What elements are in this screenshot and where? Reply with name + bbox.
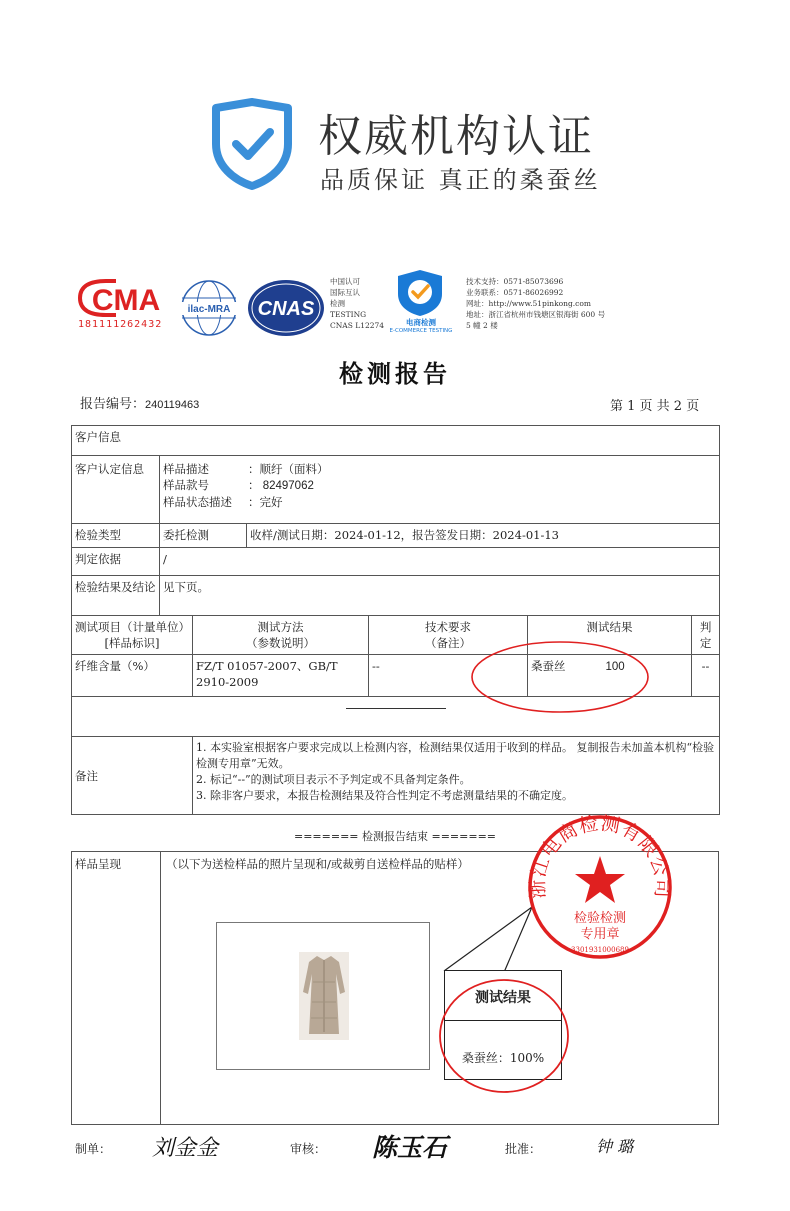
callout-value: 桑蚕丝：100% [461,1051,545,1065]
dress-photo-icon [299,952,349,1040]
stamp-code: 3301931000689 [571,946,629,954]
row-result-value: 100 [605,661,625,673]
sample-divider [160,851,161,1125]
callout-highlight-circle [436,950,572,1096]
maker-label: 制单： [75,1142,112,1156]
approver-label: 批准： [505,1142,542,1156]
basis-label: 判定依据 [72,548,160,576]
page-indicator: 第 1 页 共 2 页 [610,399,700,414]
basis-value: / [160,548,720,576]
col-header-method: 测试方法 （参数说明） [193,616,369,655]
row-item: 纤维含量（%） [72,655,193,697]
contact-info: 技术支持：0571-85073696 业务联系：0571-86026992 网址：http://www.51pinkong.com 地址：浙江省杭州市钱塘区银海街 600 号 5 幢 2 楼 [466,277,606,330]
cma-logo [76,278,172,320]
conclusion-value: 见下页。 [160,576,720,616]
sample-label: 样品呈现 [75,857,121,871]
customer-info-header: 客户信息 [72,426,720,456]
banner-subtitle: 品质保证 真正的桑蚕丝 [320,166,601,194]
ecommerce-label: 电商检测 E-COMMERCE TESTING [389,318,453,334]
row-result-name: 桑蚕丝 [531,659,566,673]
stamp-purpose-1: 检验检测 [573,911,627,926]
customer-confirm-label: 客户认定信息 [72,456,160,524]
test-type-value: 委托检测 [160,524,247,548]
stamp-purpose-2: 专用章 [580,927,620,942]
test-dates: 收样/测试日期：2024-01-12，报告签发日期：2024-01-13 [247,524,720,548]
col-header-judgement: 判定 [692,616,720,655]
ecommerce-testing-logo [390,268,450,318]
cnas-text: CNAS [257,298,315,320]
report-title: 检测报告 [339,359,451,388]
report-number: 报告编号：240119463 [80,397,200,412]
reviewer-signature: 陈玉石 [372,1133,448,1162]
sample-info: 样品描述 ：顺纡（面料） 样品款号 ： 82497062 样品状态描述 ：完好 [160,456,720,524]
shield-check-icon [210,98,294,190]
banner-title: 权威机构认证 [318,111,594,162]
cnas-logo [246,278,326,338]
col-header-requirement: 技术要求 （备注） [369,616,528,655]
callout-title: 测试结果 [475,990,531,1006]
report-table [71,425,720,815]
result-highlight-circle [468,638,652,716]
report-end-line: ======= 检测报告结束 ======= [293,830,497,843]
cma-number: 181111262432 [78,319,163,330]
notes: 1. 本实验室根据客户要求完成以上检测内容，检测结果仅适用于收到的样品。 复制报告未加盖本机构“检验检测专用章”无效。 2. 标记“--”的测试项目表示不予判定或不具备判定条件。 3. 除非客户要求，本报告检测结果及符合性判定不考虑测量结果的不确定度。 [193,737,720,815]
approver-signature: 钟 璐 [596,1137,634,1156]
official-stamp [525,812,675,962]
stamp-org-text: 浙江电商检测有限公司 [526,812,674,900]
row-judgement: -- [692,655,720,697]
test-type-label: 检验类型 [72,524,160,548]
stamp-star-icon [575,856,625,903]
col-header-result: 测试结果 [528,616,692,655]
cma-text: CMA [91,284,161,317]
reviewer-label: 审核： [290,1142,327,1156]
cnas-info: 中国认可 国际互认 检测 TESTING CNAS L12274 [330,277,385,330]
sample-note: （以下为送检样品的照片呈现和/或裁剪自送检样品的贴样） [166,857,469,871]
notes-label: 备注 [72,737,193,815]
conclusion-label: 检验结果及结论 [72,576,160,616]
row-requirement: -- [369,655,528,697]
row-method: FZ/T 01057-2007、GB/T 2910-2009 [193,655,369,697]
ilac-mra-logo [178,278,240,338]
col-header-item: 测试项目（计量单位） [样品标识] [72,616,193,655]
ilac-text: ilac-MRA [187,304,231,315]
blank-divider [346,708,446,709]
maker-signature: 刘金金 [152,1136,219,1161]
